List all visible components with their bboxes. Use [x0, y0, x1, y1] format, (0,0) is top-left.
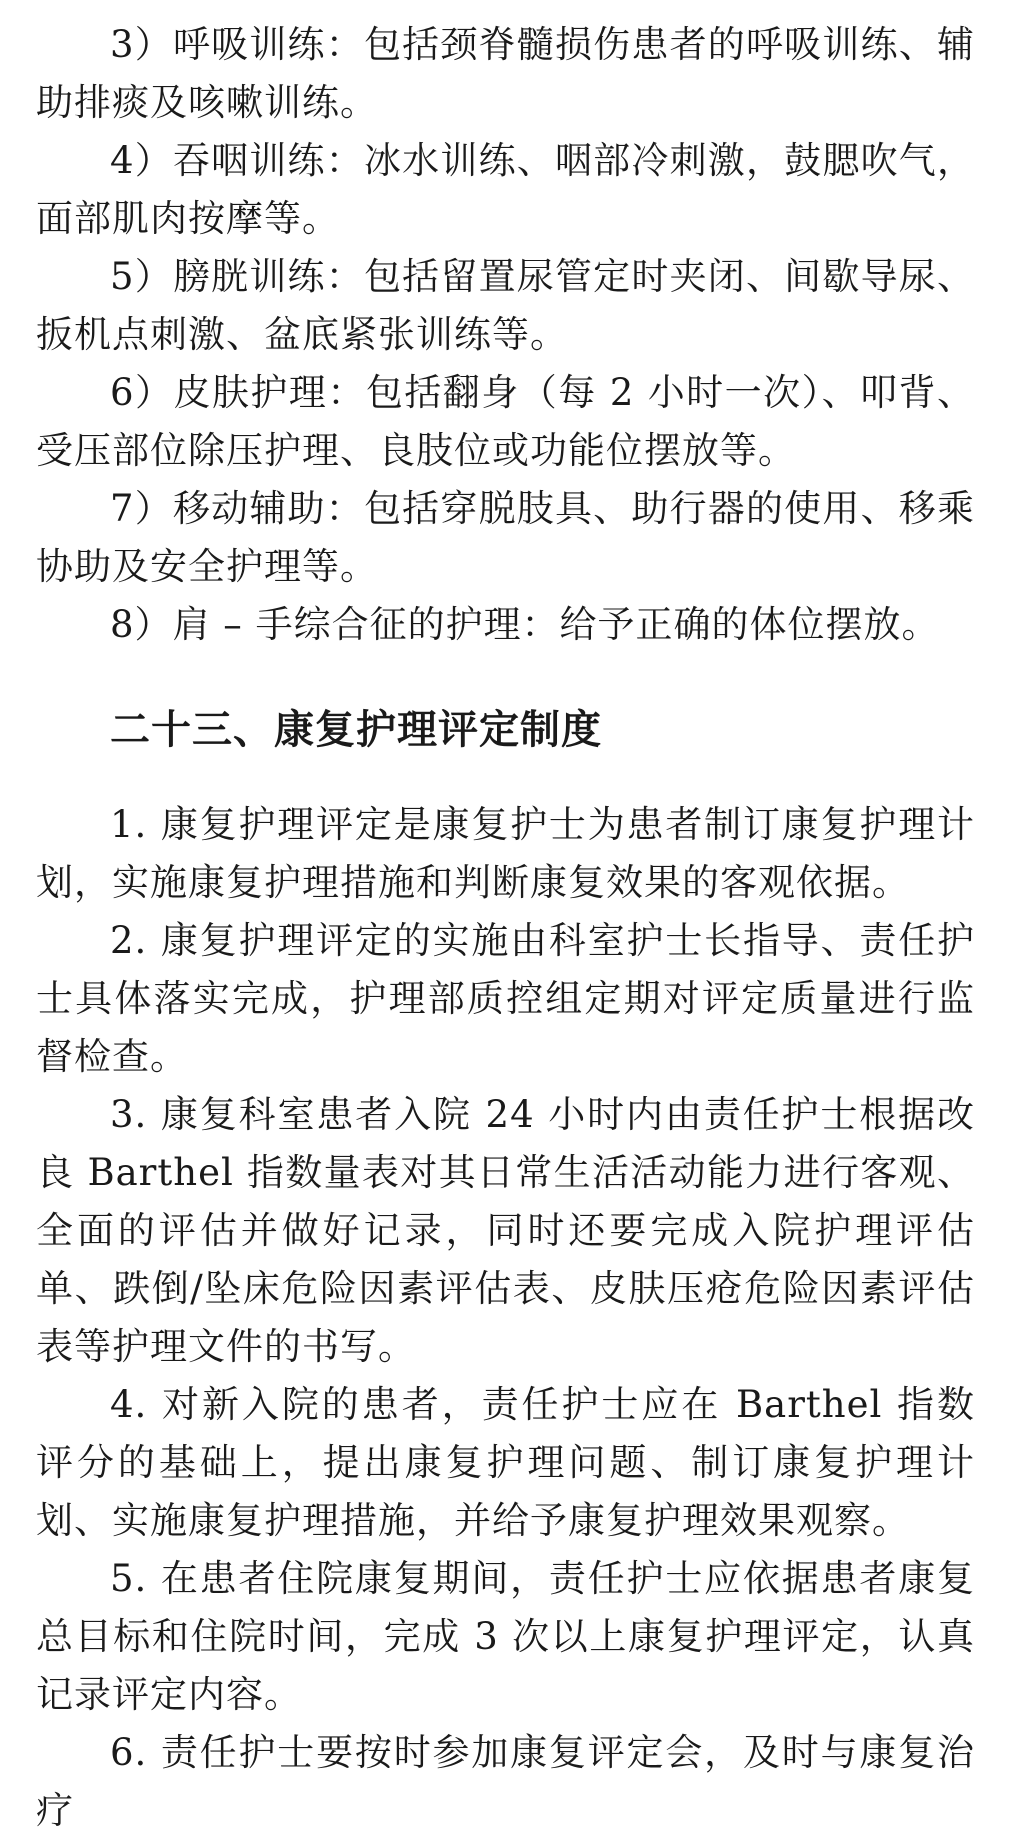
section-paragraph-1: 1. 康复护理评定是康复护士为患者制订康复护理计划，实施康复护理措施和判断康复效果的客观依据。: [36, 803, 975, 904]
section-heading: 二十三、康复护理评定制度: [110, 707, 602, 753]
section-paragraph-2: 2. 康复护理评定的实施由科室护士长指导、责任护士具体落实完成，护理部质控组定期对评定质量进行监督检查。: [36, 919, 975, 1078]
list-item-bladder-training: 5）膀胱训练：包括留置尿管定时夹闭、间歇导尿、扳机点刺激、盆底紧张训练等。: [36, 255, 975, 356]
section-paragraph-3: 3. 康复科室患者入院 24 小时内由责任护士根据改良 Barthel 指数量表对其日常生活活动能力进行客观、全面的评估并做好记录，同时还要完成入院护理评估单、跌倒/坠床危险因素评估表、皮肤压疮危险因素评估表等护理文件的书写。: [36, 1093, 975, 1368]
section-paragraph-5: 5. 在患者住院康复期间，责任护士应依据患者康复总目标和住院时间，完成 3 次以上康复护理评定，认真记录评定内容。: [36, 1557, 975, 1716]
section-paragraph-6: 6. 责任护士要按时参加康复评定会，及时与康复治疗: [36, 1731, 975, 1832]
list-item-skin-care: 6）皮肤护理：包括翻身（每 2 小时一次）、叩背、受压部位除压护理、良肢位或功能位摆放等。: [36, 371, 975, 472]
section-paragraph-4: 4. 对新入院的患者，责任护士应在 Barthel 指数评分的基础上，提出康复护理问题、制订康复护理计划、实施康复护理措施，并给予康复护理效果观察。: [36, 1383, 975, 1542]
intro-list: [36, 16, 975, 654]
list-item-mobility-assist: 7）移动辅助：包括穿脱肢具、助行器的使用、移乘协助及安全护理等。: [36, 487, 975, 588]
section-body: [36, 796, 975, 1840]
list-item-shoulder-hand-care: 8）肩 – 手综合征的护理：给予正确的体位摆放。: [110, 603, 940, 646]
list-item-breathing-training: 3）呼吸训练：包括颈脊髓损伤患者的呼吸训练、辅助排痰及咳嗽训练。: [36, 23, 975, 124]
list-item-swallowing-training: 4）吞咽训练：冰水训练、咽部冷刺激，鼓腮吹气，面部肌肉按摩等。: [36, 139, 975, 240]
